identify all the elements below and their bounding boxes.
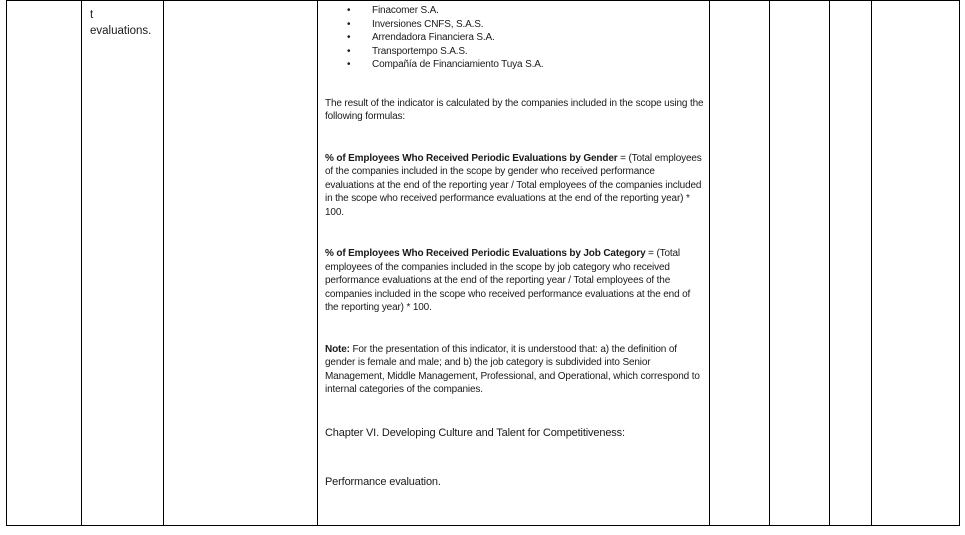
- company-name: Inversiones CNFS, S.A.S.: [372, 18, 484, 30]
- company-name: Compañía de Financiamiento Tuya S.A.: [372, 59, 544, 70]
- cell-empty-5: [830, 1, 872, 526]
- cell-indicator-name: [82, 1, 164, 526]
- formula-job-title: % of Employees Who Received Periodic Evaluations by Job Category: [325, 248, 646, 259]
- list-item: [331, 18, 705, 32]
- company-name: Finacomer S.A.: [372, 5, 439, 16]
- cell-empty-6: [872, 1, 960, 526]
- intro-paragraph: The result of the indicator is calculated by the companies included in the scope using the following formulas:: [325, 97, 704, 122]
- formula-gender-body: = (Total employees of the companies included in the scope by gender who received performance evaluations at the end of the reporting year / Total employees of the companies included in the scope who received performance evaluations at the end of the reporting year) * 100.: [325, 152, 702, 218]
- formula-gender-title: % of Employees Who Received Periodic Evaluations by Gender: [325, 152, 618, 164]
- list-item: [331, 58, 705, 72]
- cell-empty-3: [710, 1, 770, 526]
- formula-job-category: [325, 247, 705, 315]
- cell-empty-4: [770, 1, 830, 526]
- note-label: Note:: [325, 343, 350, 355]
- bullet-icon: •: [347, 5, 351, 16]
- company-name: Transportempo S.A.S.: [372, 45, 468, 57]
- bullet-icon: •: [347, 32, 351, 43]
- table-row: [7, 1, 960, 526]
- cell-empty-2: [164, 1, 318, 526]
- list-item: [331, 4, 705, 18]
- cell-methodology: [318, 1, 710, 526]
- bullet-icon: •: [347, 45, 351, 57]
- note-paragraph: [325, 343, 705, 397]
- bullet-icon: •: [347, 18, 351, 30]
- list-item: [331, 45, 705, 59]
- performance-label: Performance evaluation.: [325, 476, 441, 488]
- indicator-name-text: evaluations.: [90, 25, 152, 37]
- company-list: [331, 4, 705, 72]
- chapter-heading: Chapter VI. Developing Culture and Talent for Competitiveness:: [325, 426, 625, 439]
- formula-job-body: = (Total employees of the companies included in the scope by job category who received performance evaluations at the end of the reporting year / Total employees of the companies included in the scope who received performance evaluations at the end of the reporting year) * 100.: [325, 248, 691, 313]
- formula-gender: [325, 152, 705, 220]
- cell-empty-1: [7, 1, 82, 526]
- bullet-icon: •: [347, 59, 351, 70]
- note-body: For the presentation of this indicator, it is understood that: a) the definition of gender is female and male; and b) the job category is subdivided into Senior Management, Middle Management, Professional, and Operational, which correspond to internal categories of the companies.: [325, 343, 700, 395]
- indicator-table: [6, 0, 960, 526]
- company-name: Arrendadora Financiera S.A.: [372, 32, 495, 43]
- list-item: [331, 31, 705, 45]
- indicator-name-fragment: t: [90, 9, 94, 21]
